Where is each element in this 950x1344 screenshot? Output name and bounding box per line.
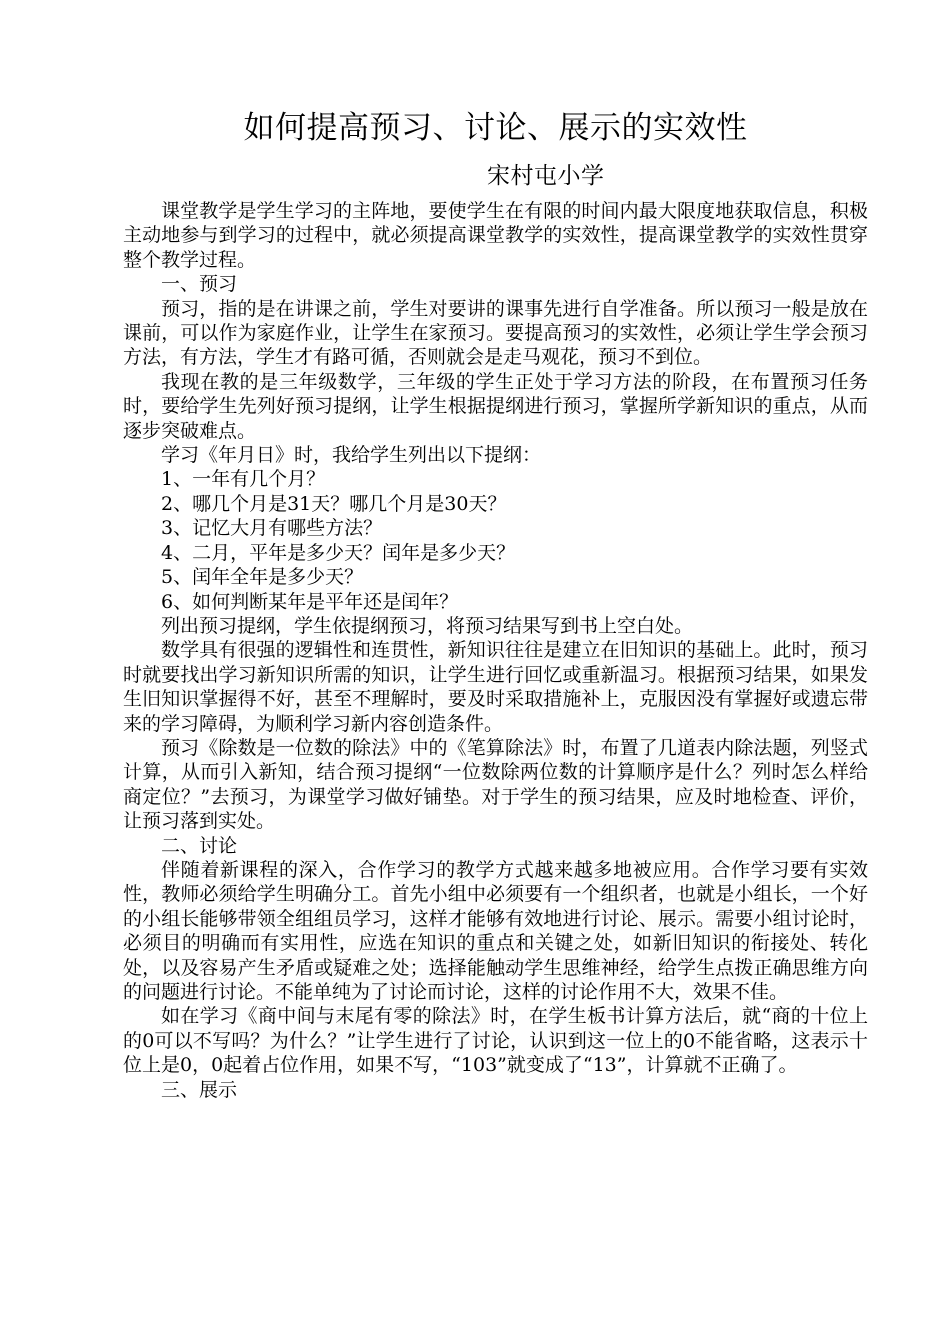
outline-item: 3、记忆大月有哪些方法？ [161, 517, 383, 540]
body-paragraph: 数学具有很强的逻辑性和连贯性，新知识往往是建立在旧知识的基础上。此时，预习时就要找出学习新知识所需的知识，让学生进行回忆或重新温习。根据预习结果，如果发生旧知识掌握得不好，甚至不理解时，要及时采取措施补上，克服因没有掌握好或遗忘带来的学习障碍，为顺利学习新内容创造条件。 [123, 639, 868, 735]
outline-item: 4、二月，平年是多少天？闰年是多少天？ [161, 541, 516, 564]
intro-paragraph: 课堂教学是学生学习的主阵地，要使学生在有限的时间内最大限度地获取信息，积极主动地参与到学习的过程中，就必须提高课堂教学的实效性，提高课堂教学的实效性贯穿整个教学过程。 [123, 200, 868, 271]
outline-item: 1、一年有几个月？ [161, 468, 326, 491]
body-paragraph: 伴随着新课程的深入，合作学习的教学方式越来越多地被应用。合作学习要有实效性，教师必须给学生明确分工。首先小组中必须要有一个组织者，也就是小组长，一个好的小组长能够带领全组组员学习，这样才能够有效地进行讨论、展示。需要小组讨论时，必须目的明确而有实用性，应选在知识的重点和关键之处，如新旧知识的衔接处、转化处，以及容易产生矛盾或疑难之处；选择能触动学生思维神经，给学生点拨正确思维方向的问题进行讨论。不能单纯为了讨论而讨论，这样的讨论作用不大，效果不佳。 [123, 858, 868, 1003]
outline-item: 6、如何判断某年是平年还是闰年？ [161, 590, 459, 613]
body-paragraph: 如在学习《商中间与末尾有零的除法》时，在学生板书计算方法后，就“商的十位上的0可以不写吗？为什么？”让学生进行了讨论，认识到这一位上的0不能省略，这表示十位上是0，0起着占位作用，如果不写，“103”就变成了“13”，计算就不正确了。 [123, 1005, 868, 1077]
outline-item: 5、闰年全年是多少天？ [161, 566, 364, 589]
document-title: 如何提高预习、讨论、展示的实效性 [243, 110, 748, 146]
document-author: 宋村屯小学 [487, 163, 605, 189]
body-paragraph: 预习，指的是在讲课之前，学生对要讲的课事先进行自学准备。所以预习一般是放在课前，可以作为家庭作业，让学生在家预习。要提高预习的实效性，必须让学生学会预习方法，有方法，学生才有路可循，否则就会是走马观花，预习不到位。 [123, 297, 868, 369]
body-paragraph: 我现在教的是三年级数学，三年级的学生正处于学习方法的阶段，在布置预习任务时，要给学生先列好预习提纲，让学生根据提纲进行预习，掌握所学新知识的重点，从而逐步突破难点。 [123, 370, 868, 442]
body-paragraph: 学习《年月日》时，我给学生列出以下提纲： [161, 444, 542, 467]
document-page [123, 105, 868, 1102]
body-paragraph: 预习《除数是一位数的除法》中的《笔算除法》时，布置了几道表内除法题，列竖式计算，从而引入新知，结合预习提纲“一位数除两位数的计算顺序是什么？列时怎么样给商定位？”去预习，为课堂学习做好铺垫。对于学生的预习结果，应及时地检查、评价，让预习落到实处。 [123, 736, 868, 833]
outline-item: 2、哪几个月是31天？哪几个月是30天？ [161, 492, 507, 515]
body-paragraph: 列出预习提纲，学生依提纲预习，将预习结果写到书上空白处。 [161, 614, 694, 637]
section-heading-display: 三、展示 [161, 1078, 238, 1101]
section-heading-preview: 一、预习 [161, 273, 238, 296]
section-heading-discussion: 二、讨论 [161, 834, 238, 857]
document-body [123, 199, 868, 1102]
